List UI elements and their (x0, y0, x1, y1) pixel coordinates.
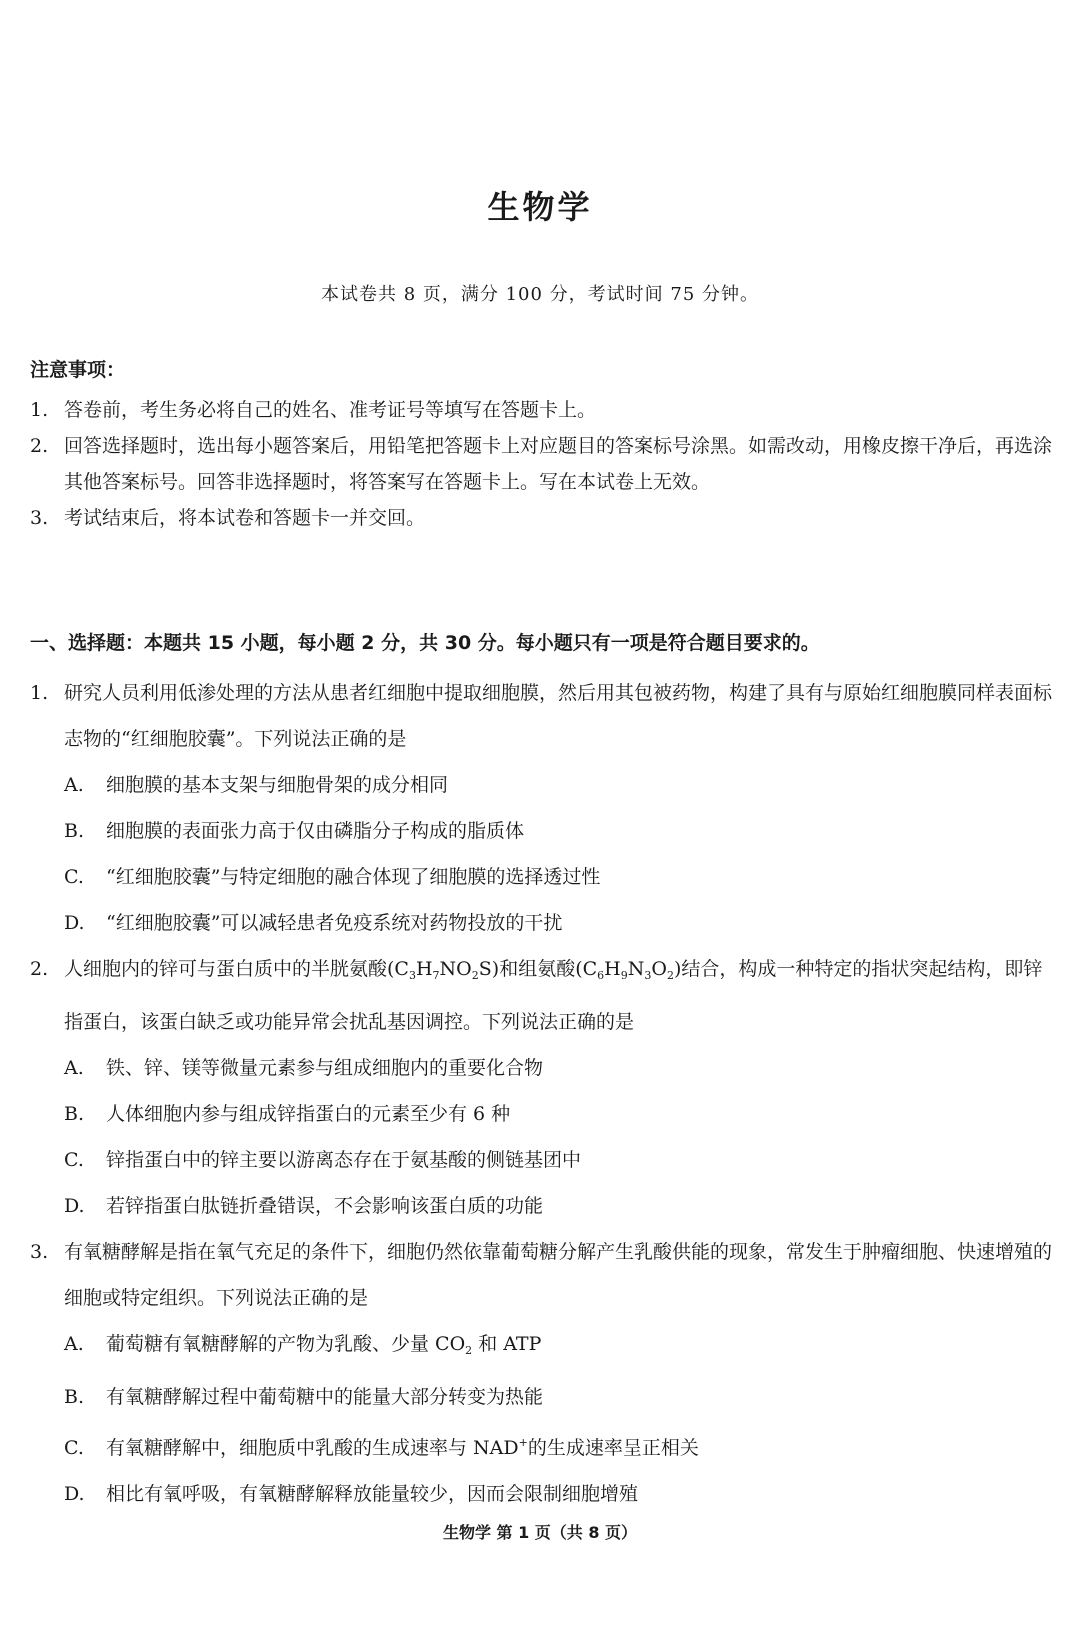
option-text: 的生成速率呈正相关 (527, 1437, 699, 1459)
option-text: 人体细胞内参与组成锌指蛋白的元素至少有 6 种 (106, 1103, 511, 1125)
note-number: 1. (30, 399, 49, 421)
formula-histidine: $C_6H_9N_3O_2$ (582, 958, 674, 982)
option-a (30, 1321, 1060, 1374)
question-stem (30, 946, 1060, 1045)
option-d (30, 900, 1060, 946)
option-letter: B. (64, 1103, 85, 1125)
option-text: 铁、锌、镁等微量元素参与组成细胞内的重要化合物 (106, 1057, 544, 1079)
option-b (30, 808, 1060, 854)
superscript: + (518, 1436, 528, 1449)
option-text: 和 ATP (472, 1333, 542, 1355)
questions-list (30, 670, 1060, 1517)
option-letter: C. (64, 866, 84, 888)
question-stem (30, 670, 1060, 762)
option-letter: C. (64, 1437, 84, 1459)
notes-section (30, 355, 1055, 536)
note-number: 3. (30, 507, 49, 529)
page-title: 生物学 (487, 188, 593, 226)
option-letter: D. (64, 1195, 85, 1217)
option-letter: A. (64, 774, 84, 796)
option-b (30, 1374, 1060, 1420)
option-d (30, 1183, 1060, 1229)
note-text: 答卷前，考生务必将自己的姓名、准考证号等填写在答题卡上。 (64, 399, 597, 421)
formula-cysteine: $C_3H_7NO_2S$ (394, 958, 492, 982)
option-c (30, 1420, 1060, 1471)
question-text-part: )和组氨酸( (491, 958, 583, 980)
option-text: 细胞膜的基本支架与细胞骨架的成分相同 (106, 774, 449, 796)
note-item (30, 428, 1055, 500)
option-text: 细胞膜的表面张力高于仅由磷脂分子构成的脂质体 (106, 820, 525, 842)
option-letter: A. (64, 1057, 84, 1079)
note-number: 2. (30, 435, 49, 457)
subscript: 2 (465, 1344, 473, 1357)
question-text-part: )结合，构成一种特定的指状突起结构，即锌指蛋白，该蛋白缺乏或功能异常会扰乱基因调控。下列说法正确的是 (64, 958, 1043, 1033)
question-text: 研究人员利用低渗处理的方法从患者红细胞中提取细胞膜，然后用其包被药物，构建了具有与原始红细胞膜同样表面标志物的“红细胞胶囊”。下列说法正确的是 (64, 682, 1053, 750)
exam-info: 本试卷共 8 页，满分 100 分，考试时间 75 分钟。 (320, 284, 760, 305)
option-c (30, 854, 1060, 900)
option-text: 有氧糖酵解中，细胞质中乳酸的生成速率与 NAD (106, 1437, 519, 1459)
note-item (30, 392, 1055, 428)
option-d (30, 1471, 1060, 1517)
note-text: 考试结束后，将本试卷和答题卡一并交回。 (64, 507, 426, 529)
question-text-part: 人细胞内的锌可与蛋白质中的半胱氨酸( (64, 958, 395, 980)
section-heading: 一、选择题：本题共 15 小题，每小题 2 分，共 30 分。每小题只有一项是符合题目要求的。 (30, 632, 820, 654)
note-text: 回答选择题时，选出每小题答案后，用铅笔把答题卡上对应题目的答案标号涂黑。如需改动，用橡皮擦干净后，再选涂其他答案标号。回答非选择题时，将答案写在答题卡上。写在本试卷上无效。 (64, 435, 1053, 493)
option-letter: D. (64, 912, 85, 934)
page-footer: 生物学 第 1 页（共 8 页） (442, 1523, 638, 1542)
question-text: 有氧糖酵解是指在氧气充足的条件下，细胞仍然依靠葡萄糖分解产生乳酸供能的现象，常发生于肿瘤细胞、快速增殖的细胞或特定组织。下列说法正确的是 (64, 1241, 1053, 1309)
option-b (30, 1091, 1060, 1137)
question-number: 1. (30, 682, 49, 704)
option-letter: A. (64, 1333, 84, 1355)
option-c (30, 1137, 1060, 1183)
option-a (30, 762, 1060, 808)
option-text: 若锌指蛋白肽链折叠错误，不会影响该蛋白质的功能 (106, 1195, 544, 1217)
option-text: 有氧糖酵解过程中葡萄糖中的能量大部分转变为热能 (106, 1386, 544, 1408)
option-text: 相比有氧呼吸，有氧糖酵解释放能量较少，因而会限制细胞增殖 (106, 1483, 639, 1505)
note-item (30, 500, 1055, 536)
question-stem (30, 1229, 1060, 1321)
option-letter: C. (64, 1149, 84, 1171)
option-text: 锌指蛋白中的锌主要以游离态存在于氨基酸的侧链基团中 (106, 1149, 582, 1171)
notes-heading: 注意事项： (30, 359, 126, 381)
option-a (30, 1045, 1060, 1091)
question-number: 2. (30, 958, 49, 980)
option-letter: B. (64, 1386, 85, 1408)
option-letter: B. (64, 820, 85, 842)
question-number: 3. (30, 1241, 49, 1263)
option-letter: D. (64, 1483, 85, 1505)
option-text: “红细胞胶囊”可以减轻患者免疫系统对药物投放的干扰 (106, 912, 563, 934)
option-text: 葡萄糖有氧糖酵解的产物为乳酸、少量 CO (106, 1333, 466, 1355)
option-text: “红细胞胶囊”与特定细胞的融合体现了细胞膜的选择透过性 (106, 866, 601, 888)
